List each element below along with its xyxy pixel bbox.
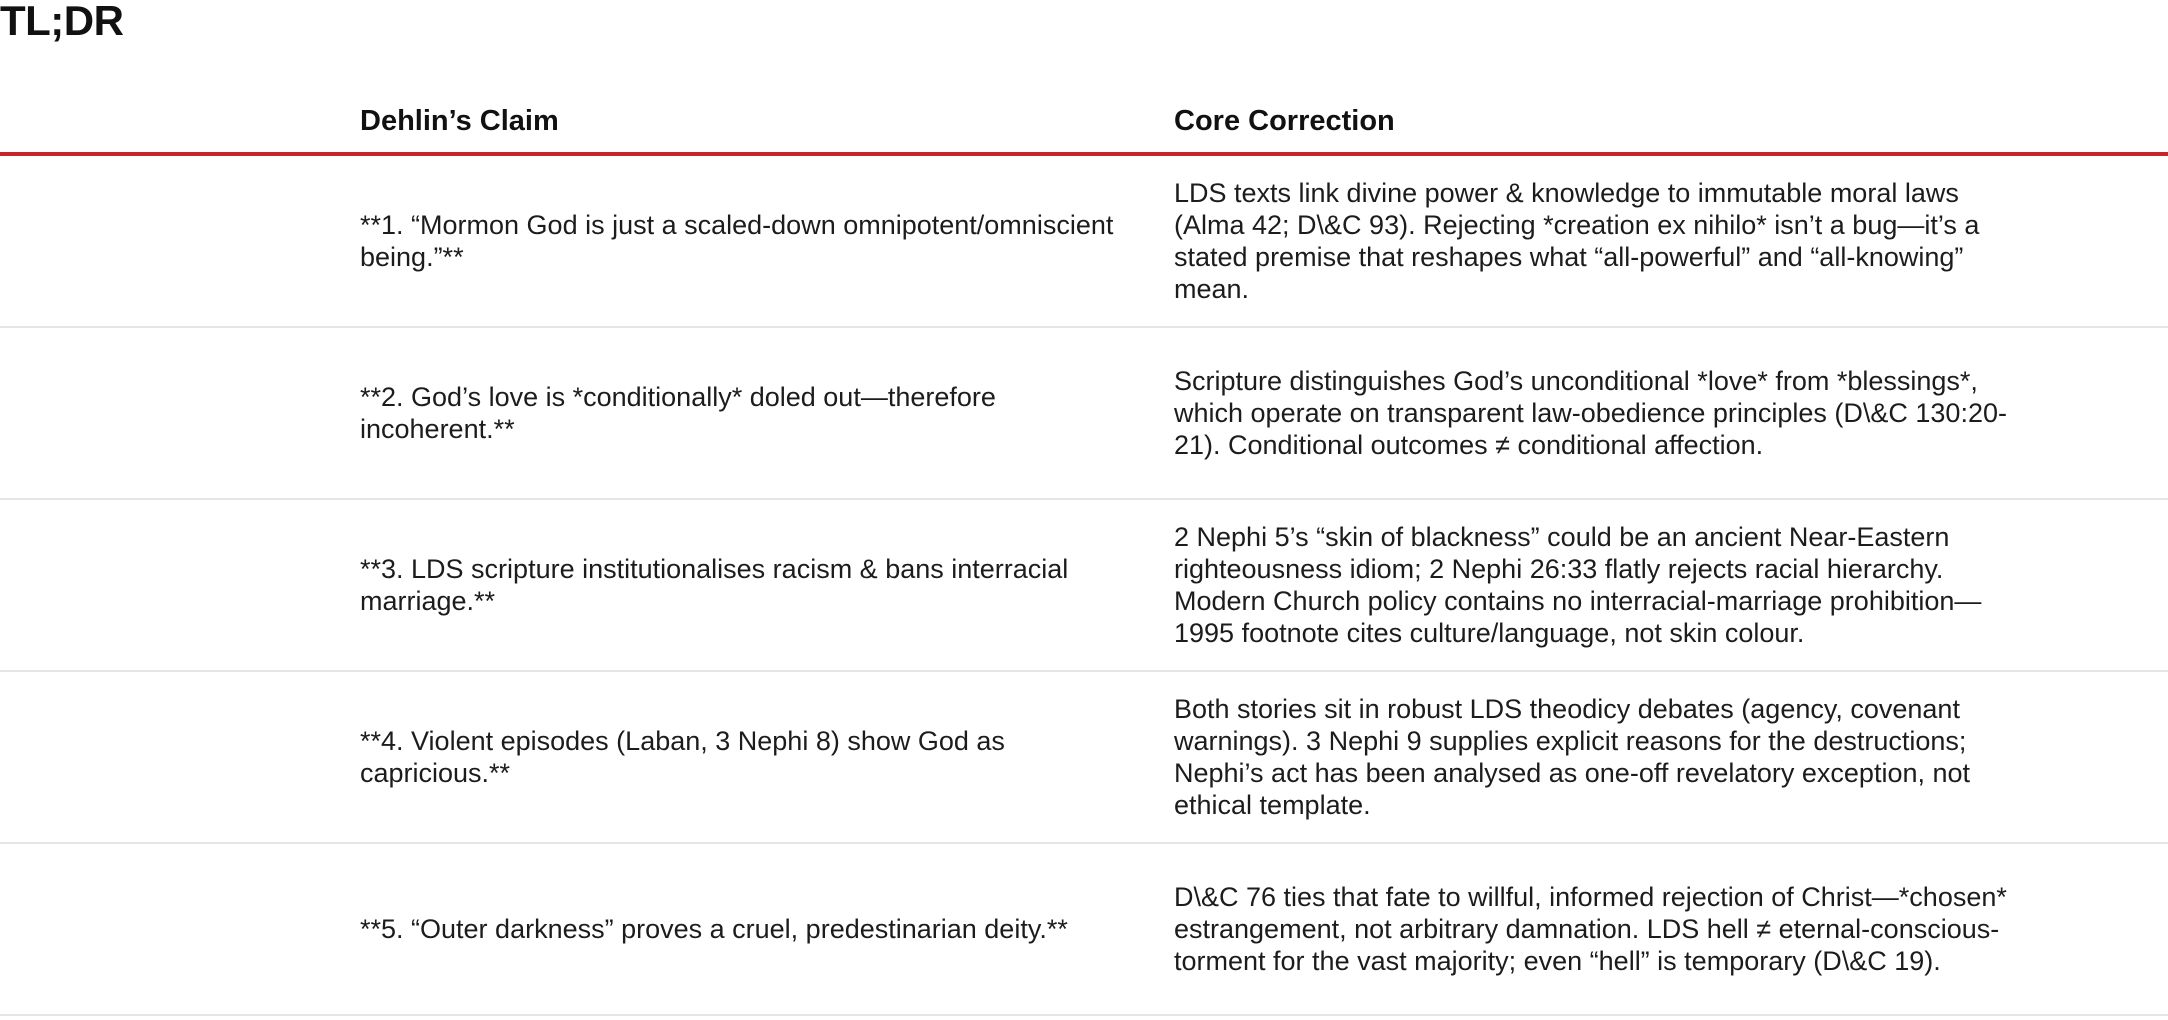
column-header-claim: Dehlin’s Claim [360, 90, 1174, 154]
table-row [0, 843, 2168, 1015]
row-spacer [0, 327, 360, 499]
correction-cell: Both stories sit in robust LDS theodicy debates (agency, covenant warnings). 3 Nephi 9 supplies explicit reasons for the destructions; Nephi’s act has been analysed as one-off revelatory exception, not ethical template. [1174, 671, 2168, 843]
claim-cell: **4. Violent episodes (Laban, 3 Nephi 8) show God as capricious.** [360, 671, 1174, 843]
correction-cell: D\&C 76 ties that fate to willful, informed rejection of Christ—*chosen* estrangement, not arbitrary damnation. LDS hell ≠ eternal-conscious-torment for the vast majority; even “hell” is temporary (D\&C 19). [1174, 843, 2168, 1015]
claim-cell: **1. “Mormon God is just a scaled-down omnipotent/omniscient being.”** [360, 154, 1174, 327]
header-row [0, 90, 2168, 154]
page-title: TL;DR [0, 0, 124, 44]
table-body [0, 154, 2168, 1015]
claims-table [0, 90, 2168, 1016]
claim-cell: **3. LDS scripture institutionalises racism & bans interracial marriage.** [360, 499, 1174, 671]
table-row [0, 671, 2168, 843]
header-spacer [0, 90, 360, 154]
table-row [0, 154, 2168, 327]
claim-cell: **5. “Outer darkness” proves a cruel, predestinarian deity.** [360, 843, 1174, 1015]
row-spacer [0, 499, 360, 671]
table-row [0, 499, 2168, 671]
table-header [0, 90, 2168, 154]
claim-cell: **2. God’s love is *conditionally* doled out—therefore incoherent.** [360, 327, 1174, 499]
correction-cell: Scripture distinguishes God’s unconditional *love* from *blessings*, which operate on transparent law-obedience principles (D\&C 130:20-21). Conditional outcomes ≠ conditional affection. [1174, 327, 2168, 499]
column-header-correction: Core Correction [1174, 90, 2168, 154]
correction-cell: 2 Nephi 5’s “skin of blackness” could be an ancient Near-Eastern righteousness idiom; 2 Nephi 26:33 flatly rejects racial hierarchy. Modern Church policy contains no interracial-marriage prohibition—1995 footnote cites culture/language, not skin colour. [1174, 499, 2168, 671]
row-spacer [0, 843, 360, 1015]
row-spacer [0, 154, 360, 327]
correction-cell: LDS texts link divine power & knowledge to immutable moral laws (Alma 42; D\&C 93). Rejecting *creation ex nihilo* isn’t a bug—it’s a stated premise that reshapes what “all-powerful” and “all-knowing” mean. [1174, 154, 2168, 327]
row-spacer [0, 671, 360, 843]
table-row [0, 327, 2168, 499]
